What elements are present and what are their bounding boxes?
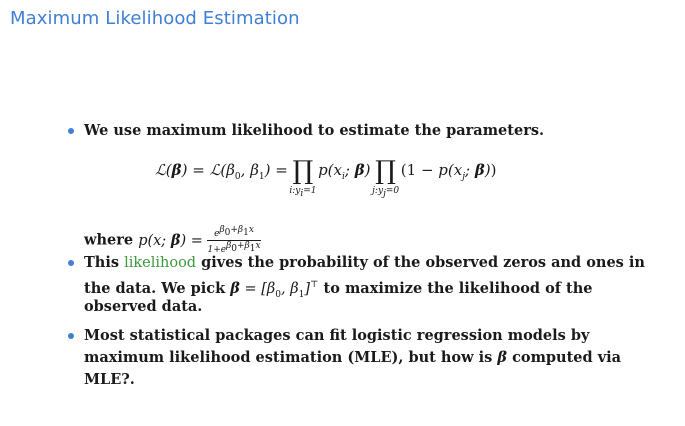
bullet-2-line-3: observed data. (84, 298, 203, 315)
bullet-3-line-1: Most statistical packages can fit logistic regression models by (84, 327, 590, 344)
bullet-3-line-3: MLE?. (84, 371, 135, 388)
where-label: where (84, 231, 134, 249)
slide-title: Maximum Likelihood Estimation (10, 8, 300, 29)
bullet-dot-3 (68, 333, 74, 339)
likelihood-highlight: likelihood (124, 255, 197, 271)
where-line: where p(x; β) = $\frac{e^{\beta_0+\beta_1x}}{1+e^{\beta_0+\beta_1x}}$ (84, 225, 261, 255)
product-operator-2: ∏ $j:y_j=0$ (372, 156, 400, 199)
bullet-dot-2 (68, 260, 74, 266)
bullet-2-line-2: the data. We pick $\beta = [\beta_0$, $\beta_1]^⊤$ to maximize the likelihood of the (84, 279, 593, 300)
logistic-fraction: $\frac{e^{\beta_0+\beta_1x}}{1+e^{\beta_0+\beta_1x}}$ (207, 225, 261, 255)
bullet-1-text: We use maximum likelihood to estimate the parameters. (84, 122, 545, 139)
bullet-2-line-1: This likelihood gives the probability of the observed zeros and ones in (84, 254, 645, 271)
likelihood-equation: ℒ(β) = $ℒ(\beta_0$, $\beta_1$) = ∏ $i:y_i=1$ $p(x_i$; β) ∏ $j:y_j=0$ ($1 - p(x_j$; β)) (155, 156, 497, 199)
product-operator-1: ∏ $i:y_i=1$ (289, 156, 317, 199)
bullet-3-line-2: maximum likelihood estimation (MLE), but how is β computed via (84, 349, 622, 366)
bullet-dot-1 (68, 128, 74, 134)
